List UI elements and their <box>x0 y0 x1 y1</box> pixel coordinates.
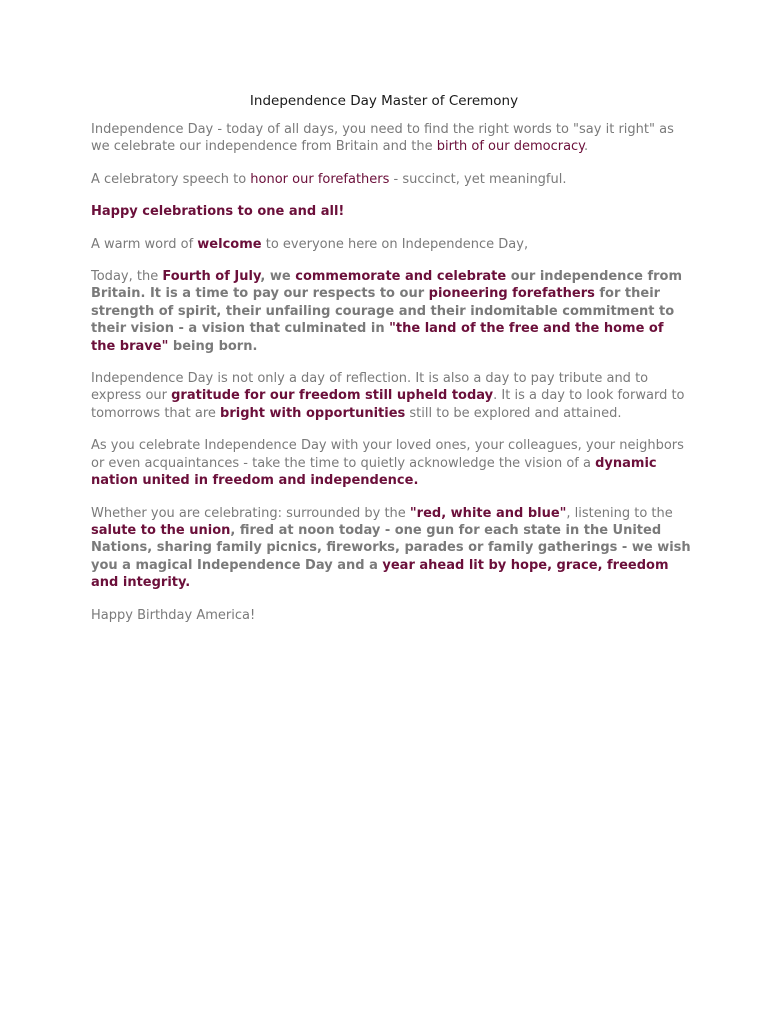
body-text-run: still to be explored and attained. <box>405 405 622 421</box>
body-text-run: Independence Day - today of all days, you need to find the right words to "say it right" as we celebrate our independence from Britain and the <box>91 122 674 155</box>
body-text-run: As you celebrate Independence Day with your loved ones, your colleagues, your neighbors or even acquaintances - take the time to quietly acknowledge the vision of a <box>91 438 684 471</box>
highlighted-link-text[interactable]: birth of our democracy <box>436 139 585 155</box>
highlighted-link-text[interactable]: pioneering forefathers <box>428 286 595 302</box>
bold-text: for their strength of spirit, their unfailing courage and their indomitable commitment to their vision - a vision that culminated in <box>91 286 675 337</box>
body-text-run: . <box>584 139 589 155</box>
highlighted-link-text[interactable]: gratitude for our freedom still upheld today <box>171 388 494 404</box>
document-title: Independence Day Master of Ceremony <box>249 93 519 109</box>
body-text-run: . It is a day to look forward to tomorrows that are <box>91 388 685 421</box>
bold-text: , we <box>260 269 296 285</box>
highlighted-link-text[interactable]: commemorate and celebrate <box>295 269 507 285</box>
highlighted-link-text[interactable]: welcome <box>197 236 262 252</box>
body-text-run: , listening to the <box>566 505 673 521</box>
highlighted-link-text[interactable]: "red, white and blue" <box>409 505 567 521</box>
bold-text: our independence from Britain. It is a time to pay our respects to our <box>91 269 683 302</box>
paragraph <box>91 437 691 489</box>
highlighted-link-text[interactable]: dynamic nation united in freedom and independence. <box>91 455 657 489</box>
body-text-run: Whether you are celebrating: surrounded by the <box>91 505 410 521</box>
highlighted-link-text[interactable]: "the land of the free and the home of the brave" <box>91 321 664 354</box>
document-body <box>91 121 691 639</box>
body-text-run: Today, the <box>91 269 163 285</box>
paragraph <box>91 607 691 624</box>
highlighted-link-text[interactable]: year ahead lit by hope, grace, freedom and integrity. <box>91 557 669 591</box>
paragraph <box>91 236 691 253</box>
highlighted-link-text[interactable]: bright with opportunities <box>220 405 406 421</box>
paragraph <box>91 171 691 188</box>
body-text-run: to everyone here on Independence Day, <box>261 236 529 252</box>
paragraph <box>91 203 691 220</box>
highlighted-link-text[interactable]: honor our forefathers <box>250 171 390 187</box>
body-text-run: - succinct, yet meaningful. <box>389 171 567 187</box>
body-text-run: A warm word of <box>91 236 198 252</box>
body-text-run: Happy Birthday America! <box>91 607 256 623</box>
bold-text: being born. <box>168 338 258 354</box>
body-text-run: A celebratory speech to <box>91 171 251 187</box>
highlighted-link-text[interactable]: Happy celebrations to one and all! <box>91 204 345 220</box>
highlighted-link-text[interactable]: salute to the union <box>91 522 231 538</box>
bold-text: , fired at noon today - one gun for each state in the United Nations, sharing family picnics, fireworks, parades or family gatherings - we wish you a magical Independence Day and a <box>91 522 691 573</box>
body-text-run: Independence Day is not only a day of reflection. It is also a day to pay tribute and to express our <box>91 371 649 404</box>
paragraph <box>91 505 691 592</box>
paragraph <box>91 268 691 355</box>
paragraph <box>91 370 691 422</box>
highlighted-link-text[interactable]: Fourth of July <box>162 269 261 285</box>
paragraph <box>91 121 691 156</box>
